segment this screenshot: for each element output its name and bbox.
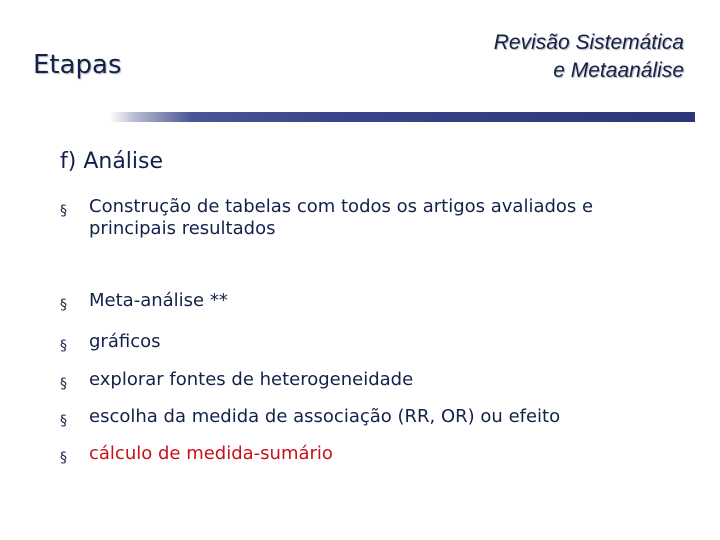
bullet-marker: § <box>60 203 67 219</box>
bullet-text: Construção de tabelas com todos os artigos avaliados e principais resultados <box>89 196 594 239</box>
bullet-text: escolha da medida de associação (RR, OR) ou efeito <box>89 406 561 427</box>
bullet-marker: § <box>60 338 67 354</box>
bullet-text: gráficos <box>89 331 161 352</box>
header-subtitle-line-2: e Metaanálise <box>553 59 684 82</box>
header-subtitle-line-1: Revisão Sistemática <box>493 31 684 54</box>
bullet-marker: § <box>60 376 67 392</box>
slide-title: Etapas <box>33 50 122 80</box>
bullet-text: Meta-análise ** <box>89 290 228 311</box>
bullet-item-tables <box>60 196 660 240</box>
bullet-item-heterogeneity <box>60 369 660 391</box>
bullet-marker: § <box>60 450 67 466</box>
header-divider <box>110 112 695 122</box>
header-subtitle <box>494 29 684 85</box>
bullet-text: explorar fontes de heterogeneidade <box>89 369 414 390</box>
bullet-text: cálculo de medida-sumário <box>89 443 333 464</box>
bullet-item-association-measure <box>60 406 660 428</box>
bullet-item-summary-measure <box>60 443 660 465</box>
bullet-item-graphics <box>60 331 660 353</box>
bullet-marker: § <box>60 413 67 429</box>
section-heading: f) Análise <box>60 149 164 174</box>
bullet-item-meta-analysis <box>60 290 660 312</box>
bullet-marker: § <box>60 297 67 313</box>
